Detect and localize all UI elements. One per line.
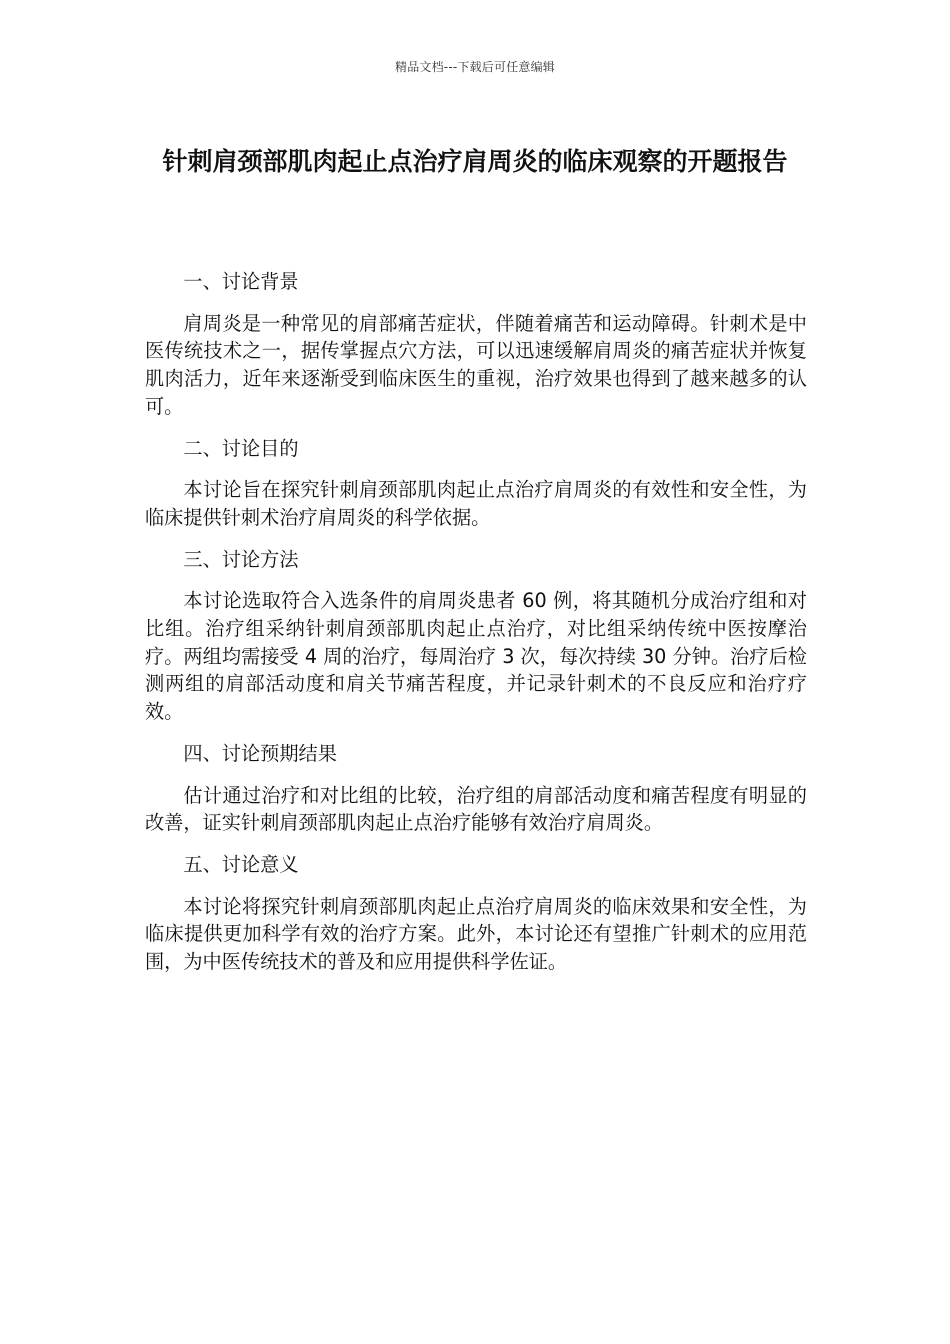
document-body bbox=[145, 268, 807, 990]
section-heading-purpose: 二、讨论目的 bbox=[183, 436, 299, 460]
section-heading-background: 一、讨论背景 bbox=[183, 270, 299, 293]
section-body-expected-results: 估计通过治疗和对比组的比较，治疗组的肩部活动度和痛苦程度有明显的改善，证实针刺肩颈部肌肉起止点治疗能够有效治疗肩周炎。 bbox=[145, 783, 807, 835]
section-heading-expected-results: 四、讨论预期结果 bbox=[183, 741, 337, 765]
section-body-significance: 本讨论将探究针刺肩颈部肌肉起止点治疗肩周炎的临床效果和安全性，为临床提供更加科学有效的治疗方案。此外，本讨论还有望推广针刺术的应用范围，为中医传统技术的普及和应用提供科学佐证。 bbox=[145, 894, 807, 974]
section-body-background: 肩周炎是一种常见的肩部痛苦症状，伴随着痛苦和运动障碍。针刺术是中医传统技术之一，据传掌握点穴方法，可以迅速缓解肩周炎的痛苦症状并恢复肌肉活力，近年来逐渐受到临床医生的重视，治疗效果也得到了越来越多的认可。 bbox=[145, 311, 807, 418]
section-heading-significance: 五、讨论意义 bbox=[183, 852, 299, 876]
section-body-purpose: 本讨论旨在探究针刺肩颈部肌肉起止点治疗肩周炎的有效性和安全性，为临床提供针刺术治疗肩周炎的科学依据。 bbox=[145, 478, 807, 529]
document-title: 针刺肩颈部肌肉起止点治疗肩周炎的临床观察的开题报告 bbox=[162, 147, 788, 176]
section-heading-method: 三、讨论方法 bbox=[183, 547, 299, 571]
header-note: 精品文档---下载后可任意编辑 bbox=[395, 60, 555, 74]
section-body-method: 本讨论选取符合入选条件的肩周炎患者 60 例，将其随机分成治疗组和对比组。治疗组采纳针刺肩颈部肌肉起止点治疗，对比组采纳传统中医按摩治疗。两组均需接受 4 周的治疗，每周治疗 3 次，每次持续 30 分钟。治疗后检测两组的肩部活动度和肩关节痛苦程度，并记录针刺术的不良反应和治疗疗效。 bbox=[145, 589, 807, 724]
